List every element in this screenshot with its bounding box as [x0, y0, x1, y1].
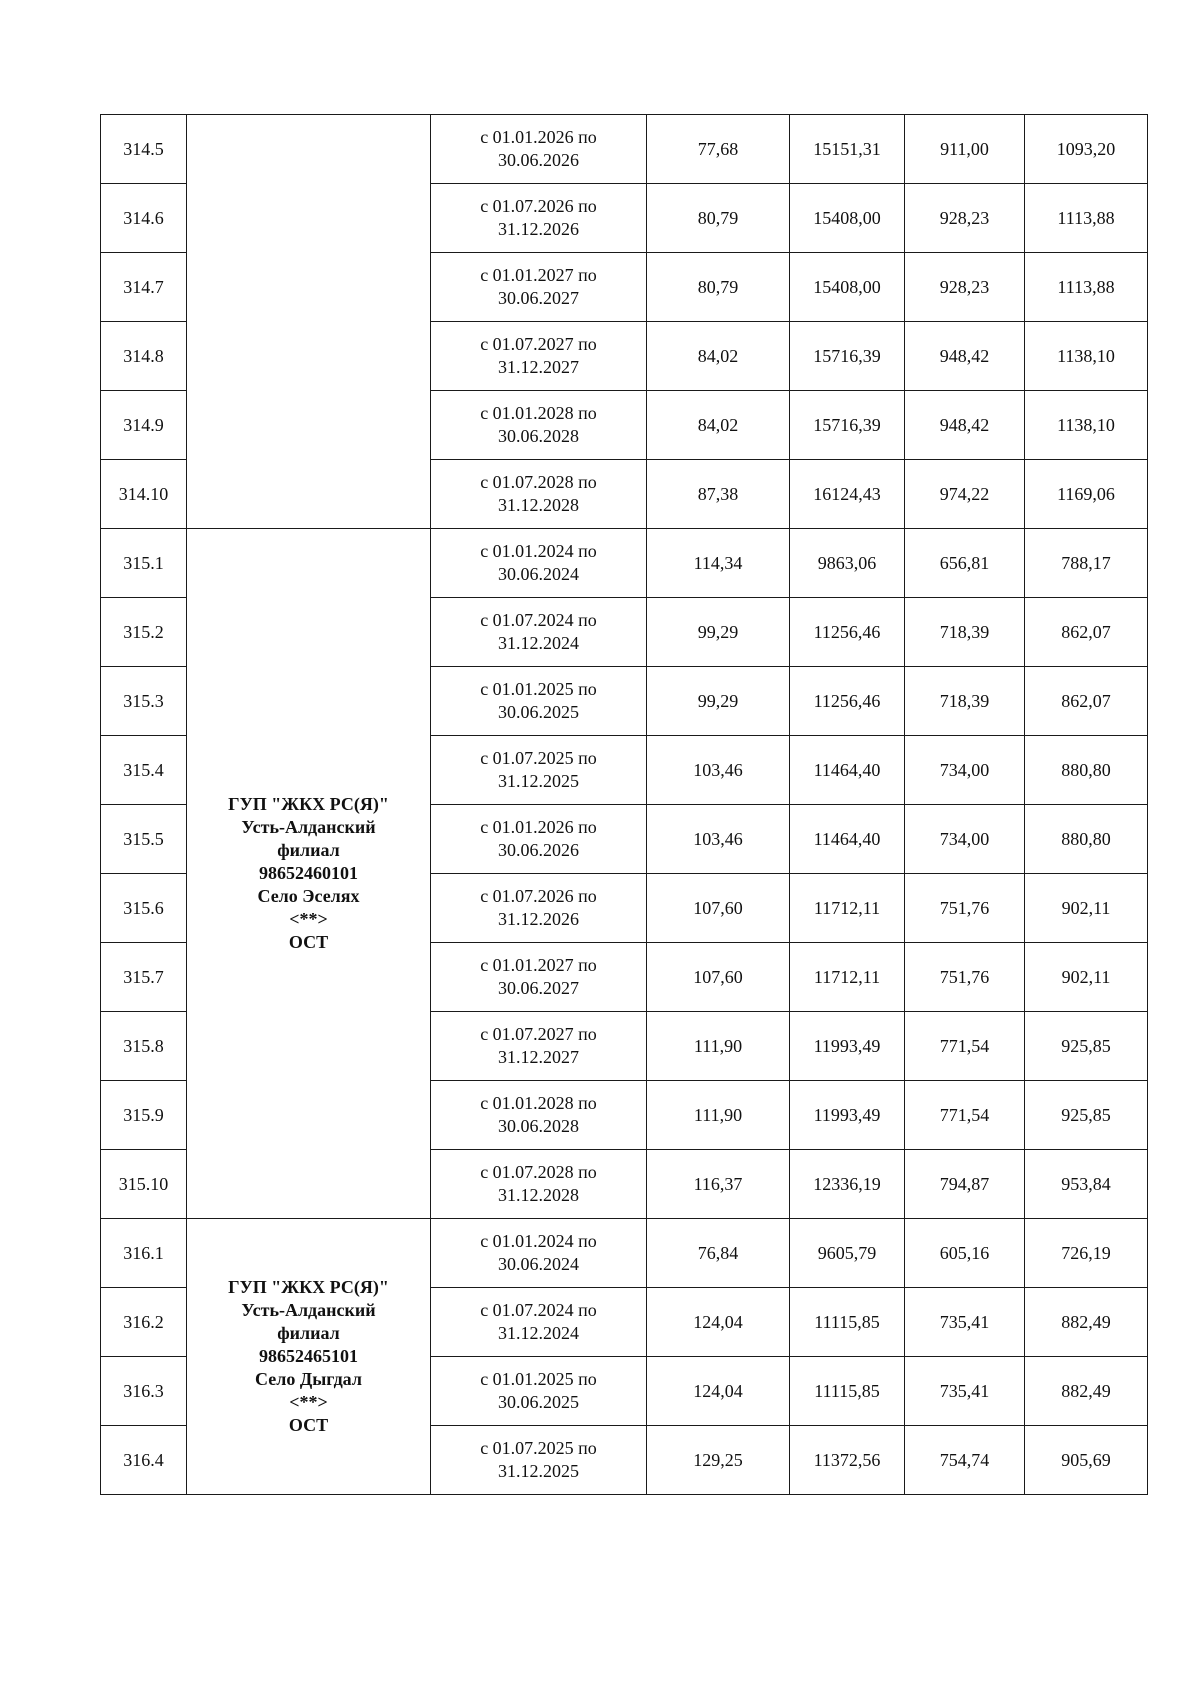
table-row	[101, 1219, 1148, 1288]
period-cell	[431, 874, 647, 943]
value-cell-3: 771,54	[905, 1012, 1025, 1081]
value-cell-2: 11115,85	[790, 1288, 905, 1357]
value-cell-2: 11712,11	[790, 874, 905, 943]
row-number-cell: 316.2	[101, 1288, 187, 1357]
period-line: с 01.01.2026 по	[480, 127, 597, 147]
period-line: с 01.07.2024 по	[480, 1300, 597, 1320]
value-cell-1: 103,46	[647, 805, 790, 874]
period-cell	[431, 1081, 647, 1150]
row-number-cell: 315.2	[101, 598, 187, 667]
table-row	[101, 115, 1148, 184]
value-cell-2: 11256,46	[790, 598, 905, 667]
value-cell-3: 948,42	[905, 391, 1025, 460]
row-number-cell: 315.6	[101, 874, 187, 943]
value-cell-1: 77,68	[647, 115, 790, 184]
value-cell-1: 124,04	[647, 1357, 790, 1426]
period-line: с 01.07.2028 по	[480, 472, 597, 492]
value-cell-1: 80,79	[647, 184, 790, 253]
period-line: с 01.01.2027 по	[480, 265, 597, 285]
value-cell-2: 15408,00	[790, 184, 905, 253]
value-cell-4: 902,11	[1025, 943, 1148, 1012]
period-cell	[431, 943, 647, 1012]
organization-line: Усть-Алданский	[241, 1300, 376, 1320]
row-number-cell: 314.7	[101, 253, 187, 322]
period-cell	[431, 1012, 647, 1081]
value-cell-1: 124,04	[647, 1288, 790, 1357]
value-cell-1: 107,60	[647, 943, 790, 1012]
period-line: 31.12.2024	[498, 633, 579, 653]
value-cell-1: 114,34	[647, 529, 790, 598]
organization-line: ГУП "ЖКХ РС(Я)"	[228, 1277, 389, 1297]
organization-line: Село Дыгдал	[255, 1369, 362, 1389]
value-cell-4: 925,85	[1025, 1012, 1148, 1081]
tariff-table	[100, 114, 1148, 1495]
value-cell-4: 1113,88	[1025, 184, 1148, 253]
period-cell	[431, 1219, 647, 1288]
row-number-cell: 314.6	[101, 184, 187, 253]
organization-line: <**>	[289, 1392, 328, 1412]
value-cell-1: 84,02	[647, 322, 790, 391]
row-number-cell: 316.3	[101, 1357, 187, 1426]
organization-line: ГУП "ЖКХ РС(Я)"	[228, 794, 389, 814]
value-cell-3: 734,00	[905, 736, 1025, 805]
period-cell	[431, 1288, 647, 1357]
value-cell-2: 11115,85	[790, 1357, 905, 1426]
period-cell	[431, 391, 647, 460]
period-line: 31.12.2027	[498, 1047, 579, 1067]
row-number-cell: 315.3	[101, 667, 187, 736]
value-cell-3: 974,22	[905, 460, 1025, 529]
organization-line: филиал	[277, 1323, 340, 1343]
value-cell-1: 76,84	[647, 1219, 790, 1288]
period-cell	[431, 1150, 647, 1219]
organization-line: филиал	[277, 840, 340, 860]
value-cell-1: 107,60	[647, 874, 790, 943]
value-cell-3: 735,41	[905, 1357, 1025, 1426]
period-line: с 01.01.2027 по	[480, 955, 597, 975]
period-cell	[431, 253, 647, 322]
value-cell-4: 726,19	[1025, 1219, 1148, 1288]
value-cell-3: 928,23	[905, 184, 1025, 253]
period-line: с 01.07.2027 по	[480, 1024, 597, 1044]
value-cell-4: 880,80	[1025, 805, 1148, 874]
value-cell-4: 925,85	[1025, 1081, 1148, 1150]
value-cell-3: 754,74	[905, 1426, 1025, 1495]
value-cell-2: 11464,40	[790, 805, 905, 874]
period-line: с 01.01.2026 по	[480, 817, 597, 837]
period-cell	[431, 667, 647, 736]
period-line: 30.06.2027	[498, 288, 579, 308]
organization-cell	[187, 1219, 431, 1495]
value-cell-2: 11372,56	[790, 1426, 905, 1495]
row-number-cell: 314.9	[101, 391, 187, 460]
row-number-cell: 315.8	[101, 1012, 187, 1081]
organization-cell	[187, 529, 431, 1219]
period-line: с 01.01.2028 по	[480, 1093, 597, 1113]
period-line: с 01.01.2024 по	[480, 1231, 597, 1251]
row-number-cell: 315.10	[101, 1150, 187, 1219]
value-cell-2: 15151,31	[790, 115, 905, 184]
period-cell	[431, 115, 647, 184]
value-cell-4: 905,69	[1025, 1426, 1148, 1495]
value-cell-1: 87,38	[647, 460, 790, 529]
value-cell-3: 718,39	[905, 598, 1025, 667]
period-line: с 01.07.2026 по	[480, 196, 597, 216]
value-cell-1: 116,37	[647, 1150, 790, 1219]
value-cell-4: 953,84	[1025, 1150, 1148, 1219]
value-cell-4: 902,11	[1025, 874, 1148, 943]
period-line: 30.06.2027	[498, 978, 579, 998]
value-cell-2: 11993,49	[790, 1081, 905, 1150]
period-line: с 01.01.2025 по	[480, 679, 597, 699]
value-cell-2: 11712,11	[790, 943, 905, 1012]
period-line: 31.12.2024	[498, 1323, 579, 1343]
value-cell-3: 751,76	[905, 943, 1025, 1012]
period-line: с 01.07.2024 по	[480, 610, 597, 630]
value-cell-2: 12336,19	[790, 1150, 905, 1219]
value-cell-1: 99,29	[647, 667, 790, 736]
value-cell-1: 111,90	[647, 1081, 790, 1150]
value-cell-2: 15408,00	[790, 253, 905, 322]
value-cell-1: 80,79	[647, 253, 790, 322]
value-cell-4: 1169,06	[1025, 460, 1148, 529]
value-cell-4: 1113,88	[1025, 253, 1148, 322]
period-cell	[431, 529, 647, 598]
period-cell	[431, 184, 647, 253]
value-cell-2: 9863,06	[790, 529, 905, 598]
period-line: 30.06.2026	[498, 840, 579, 860]
period-line: 31.12.2028	[498, 1185, 579, 1205]
organization-line: 98652465101	[259, 1346, 358, 1366]
period-cell	[431, 322, 647, 391]
period-cell	[431, 1357, 647, 1426]
value-cell-4: 1138,10	[1025, 322, 1148, 391]
period-cell	[431, 1426, 647, 1495]
organization-line: Усть-Алданский	[241, 817, 376, 837]
value-cell-3: 771,54	[905, 1081, 1025, 1150]
value-cell-2: 15716,39	[790, 322, 905, 391]
period-line: с 01.01.2024 по	[480, 541, 597, 561]
period-line: 30.06.2024	[498, 1254, 579, 1274]
value-cell-2: 16124,43	[790, 460, 905, 529]
period-cell	[431, 460, 647, 529]
value-cell-3: 751,76	[905, 874, 1025, 943]
value-cell-2: 11464,40	[790, 736, 905, 805]
organization-line: <**>	[289, 909, 328, 929]
value-cell-4: 788,17	[1025, 529, 1148, 598]
value-cell-2: 9605,79	[790, 1219, 905, 1288]
period-line: с 01.07.2025 по	[480, 748, 597, 768]
period-line: 31.12.2025	[498, 1461, 579, 1481]
period-line: 30.06.2024	[498, 564, 579, 584]
row-number-cell: 315.4	[101, 736, 187, 805]
period-line: с 01.07.2025 по	[480, 1438, 597, 1458]
value-cell-2: 15716,39	[790, 391, 905, 460]
period-line: с 01.01.2025 по	[480, 1369, 597, 1389]
value-cell-4: 882,49	[1025, 1288, 1148, 1357]
value-cell-3: 605,16	[905, 1219, 1025, 1288]
tariff-table-body	[101, 115, 1148, 1495]
value-cell-3: 948,42	[905, 322, 1025, 391]
period-cell	[431, 736, 647, 805]
row-number-cell: 316.4	[101, 1426, 187, 1495]
organization-line: ОСТ	[288, 1415, 329, 1435]
value-cell-2: 11256,46	[790, 667, 905, 736]
row-number-cell: 315.1	[101, 529, 187, 598]
organization-line: 98652460101	[259, 863, 358, 883]
value-cell-1: 99,29	[647, 598, 790, 667]
row-number-cell: 314.5	[101, 115, 187, 184]
value-cell-1: 111,90	[647, 1012, 790, 1081]
period-line: 31.12.2028	[498, 495, 579, 515]
value-cell-1: 84,02	[647, 391, 790, 460]
value-cell-3: 911,00	[905, 115, 1025, 184]
period-line: 31.12.2026	[498, 909, 579, 929]
value-cell-3: 735,41	[905, 1288, 1025, 1357]
period-line: 31.12.2027	[498, 357, 579, 377]
value-cell-3: 794,87	[905, 1150, 1025, 1219]
period-line: 30.06.2028	[498, 426, 579, 446]
value-cell-3: 656,81	[905, 529, 1025, 598]
value-cell-1: 129,25	[647, 1426, 790, 1495]
value-cell-1: 103,46	[647, 736, 790, 805]
value-cell-3: 734,00	[905, 805, 1025, 874]
period-line: 30.06.2025	[498, 1392, 579, 1412]
period-line: 30.06.2028	[498, 1116, 579, 1136]
period-line: 31.12.2026	[498, 219, 579, 239]
organization-line: Село Эселях	[257, 886, 360, 906]
value-cell-4: 882,49	[1025, 1357, 1148, 1426]
value-cell-4: 1138,10	[1025, 391, 1148, 460]
value-cell-4: 862,07	[1025, 667, 1148, 736]
row-number-cell: 314.10	[101, 460, 187, 529]
value-cell-3: 928,23	[905, 253, 1025, 322]
period-line: 30.06.2025	[498, 702, 579, 722]
value-cell-4: 862,07	[1025, 598, 1148, 667]
value-cell-2: 11993,49	[790, 1012, 905, 1081]
organization-line: ОСТ	[288, 932, 329, 952]
period-line: с 01.07.2028 по	[480, 1162, 597, 1182]
organization-cell	[187, 115, 431, 529]
period-cell	[431, 805, 647, 874]
period-cell	[431, 598, 647, 667]
row-number-cell: 315.5	[101, 805, 187, 874]
row-number-cell: 315.9	[101, 1081, 187, 1150]
row-number-cell: 315.7	[101, 943, 187, 1012]
table-row	[101, 529, 1148, 598]
period-line: с 01.07.2027 по	[480, 334, 597, 354]
row-number-cell: 314.8	[101, 322, 187, 391]
value-cell-4: 880,80	[1025, 736, 1148, 805]
period-line: 31.12.2025	[498, 771, 579, 791]
period-line: 30.06.2026	[498, 150, 579, 170]
value-cell-3: 718,39	[905, 667, 1025, 736]
row-number-cell: 316.1	[101, 1219, 187, 1288]
period-line: с 01.07.2026 по	[480, 886, 597, 906]
period-line: с 01.01.2028 по	[480, 403, 597, 423]
value-cell-4: 1093,20	[1025, 115, 1148, 184]
